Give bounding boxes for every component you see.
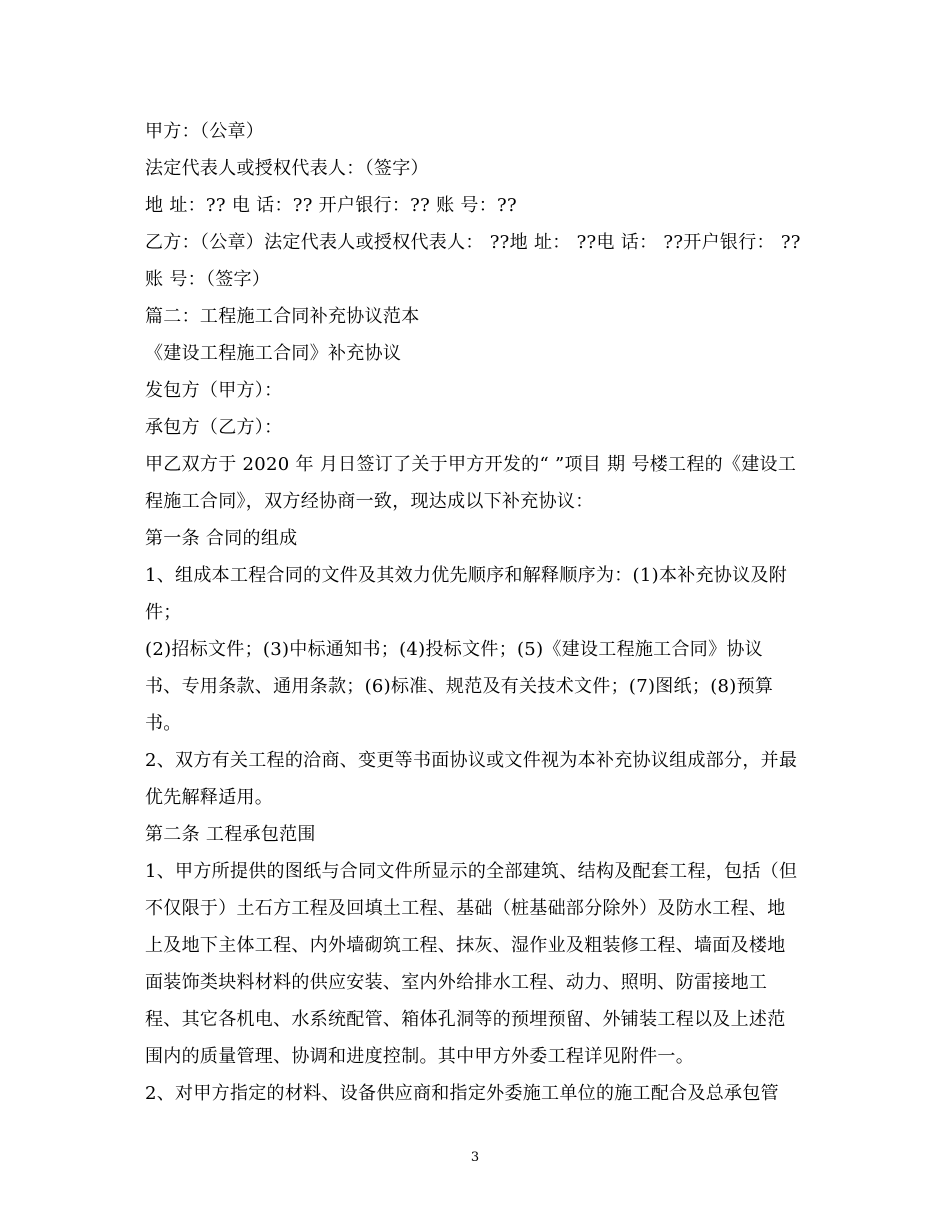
- text-line: 不仅限于）土石方工程及回填土工程、基础（桩基础部分除外）及防水工程、地: [145, 898, 786, 919]
- text-line: 发包方（甲方）：: [145, 380, 283, 401]
- text-line: 书。: [145, 713, 182, 734]
- article-heading: 第一条 合同的组成: [145, 528, 298, 549]
- text-line: 1、组成本工程合同的文件及其效力优先顺序和解释顺序为：(1)本补充协议及附: [145, 565, 788, 586]
- text-line: 1、甲方所提供的图纸与合同文件所显示的全部建筑、结构及配套工程，包括（但: [145, 861, 798, 882]
- text-line: 2、对甲方指定的材料、设备供应商和指定外委施工单位的施工配合及总承包管: [145, 1083, 779, 1104]
- document-body: [145, 113, 810, 1112]
- section-heading: 篇二：工程施工合同补充协议范本: [145, 306, 420, 327]
- text-line: 账 号：（签字）: [145, 269, 271, 290]
- page-number: 3: [470, 1150, 480, 1165]
- text-line: 地 址：?? 电 话：?? 开户银行：?? 账 号：??: [145, 195, 517, 216]
- text-line: 法定代表人或授权代表人：（签字）: [145, 158, 429, 179]
- text-line: (2)招标文件；(3)中标通知书；(4)投标文件；(5)《建设工程施工合同》协议: [145, 639, 763, 660]
- text-line: 优先解释适用。: [145, 787, 274, 808]
- text-line: 乙方：（公章）法定代表人或授权代表人： ??地 址： ??电 话： ??开户银行： ??: [145, 232, 801, 253]
- text-line: 围内的质量管理、协调和进度控制。其中甲方外委工程详见附件一。: [145, 1046, 694, 1067]
- article-heading: 第二条 工程承包范围: [145, 824, 316, 845]
- text-line: 2、双方有关工程的洽商、变更等书面协议或文件视为本补充协议组成部分，并最: [145, 750, 798, 771]
- text-line: 承包方（乙方）：: [145, 417, 283, 438]
- text-line: 面装饰类块料材料的供应安装、室内外给排水工程、动力、照明、防雷接地工: [145, 972, 768, 993]
- text-line: 程施工合同》，双方经协商一致，现达成以下补充协议：: [145, 491, 594, 512]
- text-line: 甲方：（公章）: [145, 121, 265, 142]
- text-line: 件；: [145, 602, 182, 623]
- text-line: 上及地下主体工程、内外墙砌筑工程、抹灰、湿作业及粗装修工程、墙面及楼地: [145, 935, 786, 956]
- text-line: 书、专用条款、通用条款；(6)标准、规范及有关技术文件；(7)图纸；(8)预算: [145, 676, 774, 697]
- text-line: 程、其它各机电、水系统配管、箱体孔洞等的预埋预留、外铺装工程以及上述范: [145, 1009, 786, 1030]
- document-title: 《建设工程施工合同》补充协议: [145, 343, 402, 364]
- text-line: 甲乙双方于 2020 年 月日签订了关于甲方开发的“ ”项目 期 号楼工程的《建设工: [145, 454, 797, 475]
